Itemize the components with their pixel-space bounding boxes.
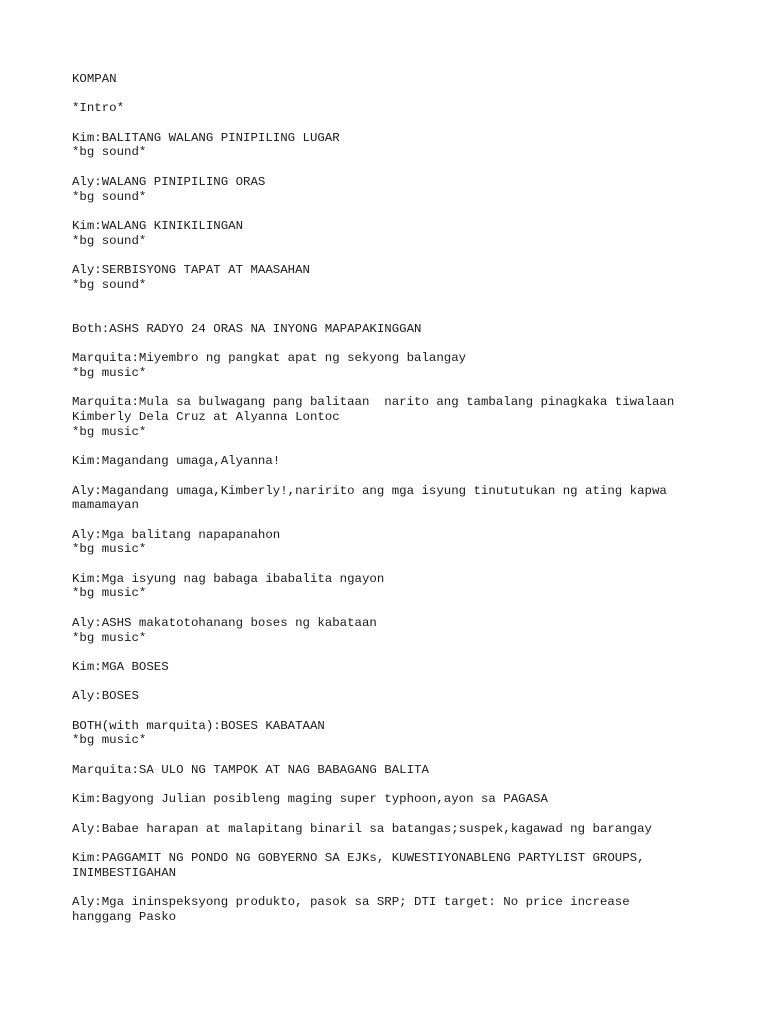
script-line: Aly:BOSES	[72, 689, 139, 704]
script-line: Kim:Magandang umaga,Alyanna!	[72, 454, 281, 469]
script-line: Marquita:Miyembro ng pangkat apat ng sekyong balangay *bg music*	[72, 351, 467, 380]
script-line: Kim:BALITANG WALANG PINIPILING LUGAR *bg sound*	[72, 130, 340, 160]
script-line: Aly:Mga balitang napapanahon *bg music*	[72, 527, 281, 557]
script-line: Aly:Babae harapan at malapitang binaril sa batangas;suspek,kagawad ng barangay	[72, 821, 652, 836]
script-line: Kim:MGA BOSES	[72, 659, 169, 674]
script-line: Aly:ASHS makatotohanang boses ng kabataan *bg music*	[72, 615, 377, 645]
script-line: Kim:Mga isyung nag babaga ibabalita ngayon *bg music*	[72, 571, 385, 601]
script-line: Aly:Magandang umaga,Kimberly!,naririto ang mga isyung tinututukan ng ating kapwa mamamayan	[72, 483, 667, 513]
script-document	[72, 72, 722, 939]
document-title: KOMPAN	[72, 72, 117, 86]
script-line: Kim:PAGGAMIT NG PONDO NG GOBYERNO SA EJKs, KUWESTIYONABLENG PARTYLIST GROUPS, INIMBESTIGAHAN	[72, 850, 645, 880]
script-line: Aly:WALANG PINIPILING ORAS *bg sound*	[72, 174, 266, 204]
script-line: Aly:SERBISYONG TAPAT AT MAASAHAN *bg sound*	[72, 263, 310, 292]
script-line: Both:ASHS RADYO 24 ORAS NA INYONG MAPAPAKINGGAN	[72, 321, 422, 336]
script-line: Marquita:SA ULO NG TAMPOK AT NAG BABAGANG BALITA	[72, 762, 429, 777]
script-line: Marquita:Mula sa bulwagang pang balitaan narito ang tambalang pinagkaka tiwalaan Kimberly Dela Cruz at Alyanna Lontoc *bg music*	[72, 395, 675, 439]
script-line: Aly:Mga ininspeksyong produkto, pasok sa SRP; DTI target: No price increase hanggang Pasko	[72, 895, 630, 924]
script-line: BOTH(with marquita):BOSES KABATAAN *bg music*	[72, 718, 325, 748]
script-line: Kim:WALANG KINIKILINGAN *bg sound*	[72, 218, 244, 248]
intro-cue: *Intro*	[72, 101, 125, 116]
script-line: Kim:Bagyong Julian posibleng maging super typhoon,ayon sa PAGASA	[72, 792, 548, 807]
